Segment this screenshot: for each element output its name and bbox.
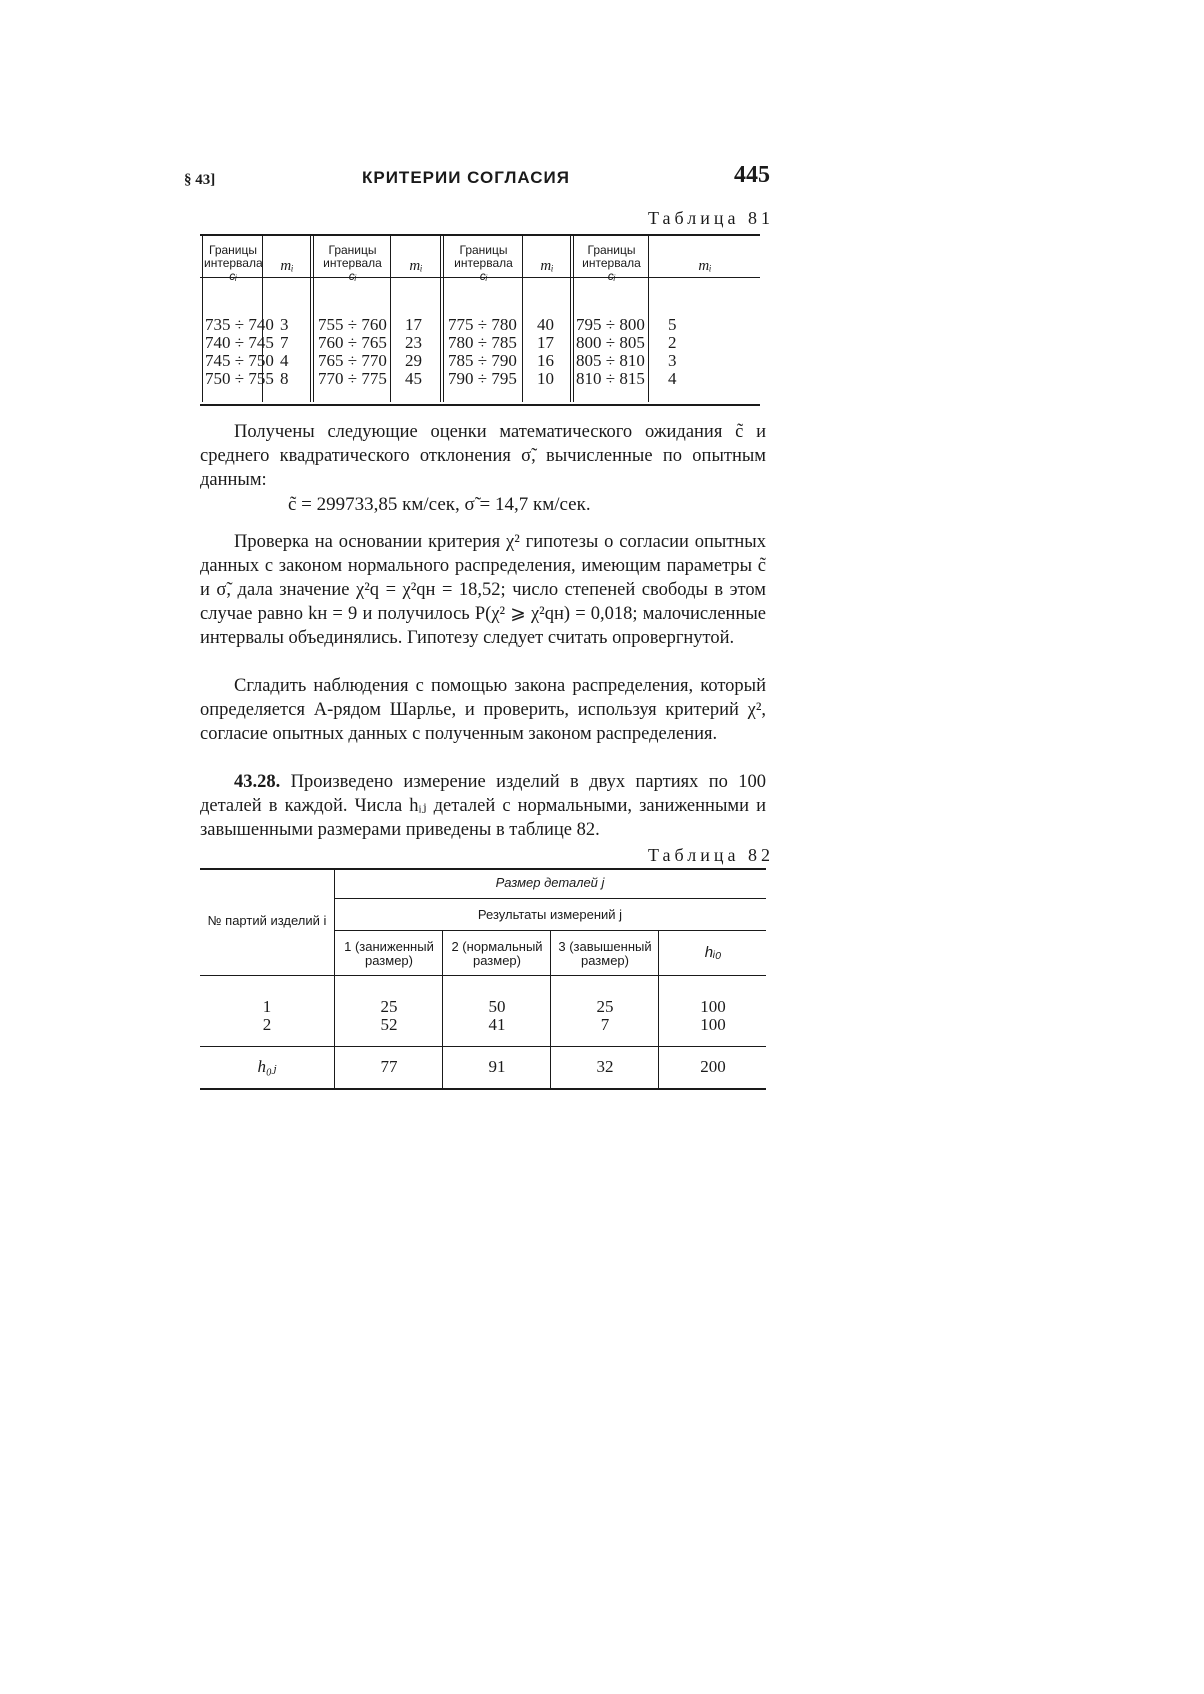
table81-header-m: mᵢ	[409, 258, 423, 274]
table-rule-top	[200, 234, 760, 236]
table82-total: 32	[596, 1057, 614, 1076]
table81-header-interval: Границы интервала cᵢ	[582, 243, 641, 283]
problem-text: Произведено измерение изделий в двух партиях по 100 деталей в каждой. Числа hᵢⱼ деталей с нормальными, заниженными и завышенными размерами приведены в таблице 82.	[200, 772, 766, 840]
table-vline-double	[570, 236, 574, 402]
running-title: КРИТЕРИИ СОГЛАСИЯ	[362, 168, 570, 187]
table82-col-high: 3 (завышенный размер)	[558, 939, 652, 968]
table82-cell: 25	[380, 997, 398, 1016]
problem-43-28	[200, 770, 766, 842]
table82-row-index: 1	[262, 997, 272, 1016]
table82-cell: 52	[380, 1015, 398, 1034]
table81-header-m: mᵢ	[698, 258, 712, 274]
problem-number: 43.28.	[234, 772, 281, 792]
table82-col-normal: 2 (нормальный размер)	[451, 939, 543, 968]
table82-header-results: Результаты измерений j	[477, 907, 623, 922]
table82-row-index: 2	[262, 1015, 272, 1034]
table81-header-interval: Границы интервала cᵢ	[454, 243, 513, 283]
table82-total: 77	[380, 1057, 398, 1076]
table81-intervals: 775 ÷ 780 780 ÷ 785 785 ÷ 790 790 ÷ 795	[448, 315, 517, 388]
table81-header-m: mᵢ	[280, 258, 294, 274]
table-rule	[334, 898, 766, 899]
table82-total-label: h₀ⱼ	[257, 1057, 277, 1076]
table81-counts: 17 23 29 45	[405, 315, 422, 388]
table-vline	[390, 236, 391, 402]
table82-total: 91	[488, 1057, 506, 1076]
page-number: 445	[734, 162, 770, 188]
table81-counts: 5 2 3 4	[668, 315, 677, 388]
table-vline	[334, 870, 335, 1088]
formula-estimates: c̃ = 299733,85 км/сек, σ̃ = 14,7 км/сек.	[288, 494, 591, 515]
section-label: § 43]	[184, 172, 216, 188]
table-rule-top	[200, 868, 766, 870]
table-vline-double	[310, 236, 314, 402]
table82-col-low: 1 (заниженный размер)	[344, 939, 434, 968]
table81-header-interval: Границы интервала cᵢ	[204, 243, 263, 283]
table82-cell: 100	[700, 1015, 726, 1034]
table81-counts: 40 17 16 10	[537, 315, 554, 388]
table-rule-bottom	[200, 1088, 766, 1090]
table82-cell: 100	[700, 997, 726, 1016]
table-rule-header	[200, 975, 766, 976]
table-vline	[658, 930, 659, 1088]
table82-header-batch: № партий изделий i	[207, 913, 327, 928]
table81-intervals: 795 ÷ 800 800 ÷ 805 805 ÷ 810 810 ÷ 815	[576, 315, 645, 388]
table81-caption: Таблица 81	[648, 208, 774, 228]
table-vline	[522, 236, 523, 402]
table81-intervals: 755 ÷ 760 760 ÷ 765 765 ÷ 770 770 ÷ 775	[318, 315, 387, 388]
table82-cell: 50	[488, 997, 506, 1016]
table82	[200, 868, 766, 1090]
paragraph-estimates: Получены следующие оценки математического ожидания c̃ и среднего квадратического отклонения σ̃, вычисленные по опытным данным:	[200, 422, 766, 490]
table81-intervals: 735 ÷ 740 740 ÷ 745 745 ÷ 750 750 ÷ 755	[205, 315, 274, 388]
paragraph-charlier: Сгладить наблюдения с помощью закона распределения, который определяется A-рядом Шарлье, и проверить, используя критерий χ², согласие опытных данных с полученным законом распределения.	[200, 676, 766, 744]
table81-counts: 3 7 4 8	[280, 315, 289, 388]
table82-header-size: Размер деталей j	[495, 875, 605, 890]
table82-col-total: hᵢ₀	[704, 944, 722, 961]
table-vline	[550, 930, 551, 1088]
paragraph-chi-square: Проверка на основании критерия χ² гипотезы о согласии опытных данных с законом нормального распределения, имеющим параметры c̃ и σ̃, дала значение χ²q = χ²qн = 18,52; число степеней свободы в этом случае равно kн = 9 и получилось P(χ² ⩾ χ²qн) = 0,018; малочисленные интервалы объединялись. Гипотезу следует считать опровергнутой.	[200, 532, 766, 648]
table81-header-m: mᵢ	[540, 258, 554, 274]
table82-cell: 41	[488, 1015, 506, 1034]
table-rule-bottom	[200, 404, 760, 406]
table81-header-interval: Границы интервала cᵢ	[323, 243, 382, 283]
table-vline	[202, 236, 203, 402]
table82-total: 200	[700, 1057, 726, 1076]
table82-cell: 25	[596, 997, 614, 1016]
table-rule	[200, 1046, 766, 1047]
table-vline	[648, 236, 649, 402]
table-vline-double	[440, 236, 444, 402]
table82-caption: Таблица 82	[648, 845, 774, 865]
table-vline	[442, 930, 443, 1088]
table81	[200, 234, 760, 406]
table82-cell: 7	[600, 1015, 610, 1034]
